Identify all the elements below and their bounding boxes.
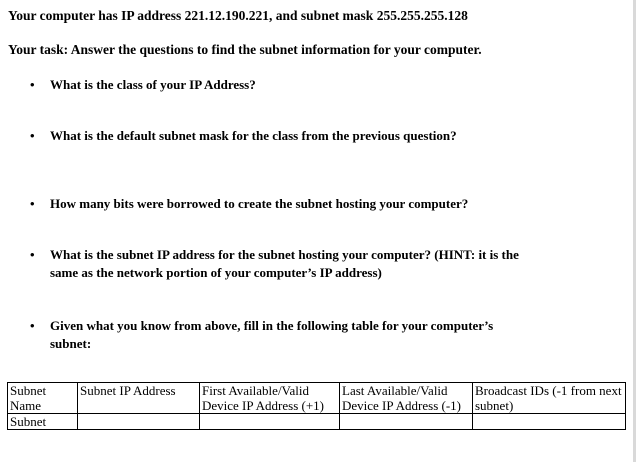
- ip-info-line: Your computer has IP address 221.12.190.221, and subnet mask 255.255.255.128: [8, 8, 468, 23]
- task-line: Your task: Answer the questions to find the subnet information for your computer.: [8, 42, 482, 57]
- header-subnet-ip: Subnet IP Address: [78, 383, 200, 414]
- bullet-marker: •: [30, 247, 35, 262]
- question-default-mask: What is the default subnet mask for the class from the previous question?: [50, 128, 457, 143]
- bullet-marker: •: [30, 318, 35, 333]
- bullet-marker: •: [30, 128, 35, 143]
- header-subnet-name: Subnet Name: [8, 383, 78, 414]
- header-last-valid: Last Available/Valid Device IP Address (-1): [340, 383, 473, 414]
- bullet-marker: •: [30, 77, 35, 92]
- cell-last-valid[interactable]: [340, 414, 473, 430]
- question-borrowed-bits: How many bits were borrowed to create the subnet hosting your computer?: [50, 196, 469, 211]
- table-header-row: [8, 383, 626, 414]
- cell-subnet-ip[interactable]: [78, 414, 200, 430]
- bullet-marker: •: [30, 196, 35, 211]
- row-subnet-label: Subnet: [8, 414, 78, 430]
- question-ip-class: What is the class of your IP Address?: [50, 77, 256, 92]
- cell-broadcast[interactable]: [473, 414, 626, 430]
- cell-first-valid[interactable]: [200, 414, 340, 430]
- question-fill-table: Given what you know from above, fill in the following table for your computer’s subnet:: [50, 318, 494, 351]
- table-row: [8, 414, 626, 430]
- question-subnet-ip: What is the subnet IP address for the subnet hosting your computer? (HINT: it is the same as the network portion of your computer’s IP address): [50, 247, 519, 280]
- subnet-table: [7, 382, 626, 430]
- header-first-valid: First Available/Valid Device IP Address (+1): [200, 383, 340, 414]
- header-broadcast: Broadcast IDs (-1 from next subnet): [473, 383, 626, 414]
